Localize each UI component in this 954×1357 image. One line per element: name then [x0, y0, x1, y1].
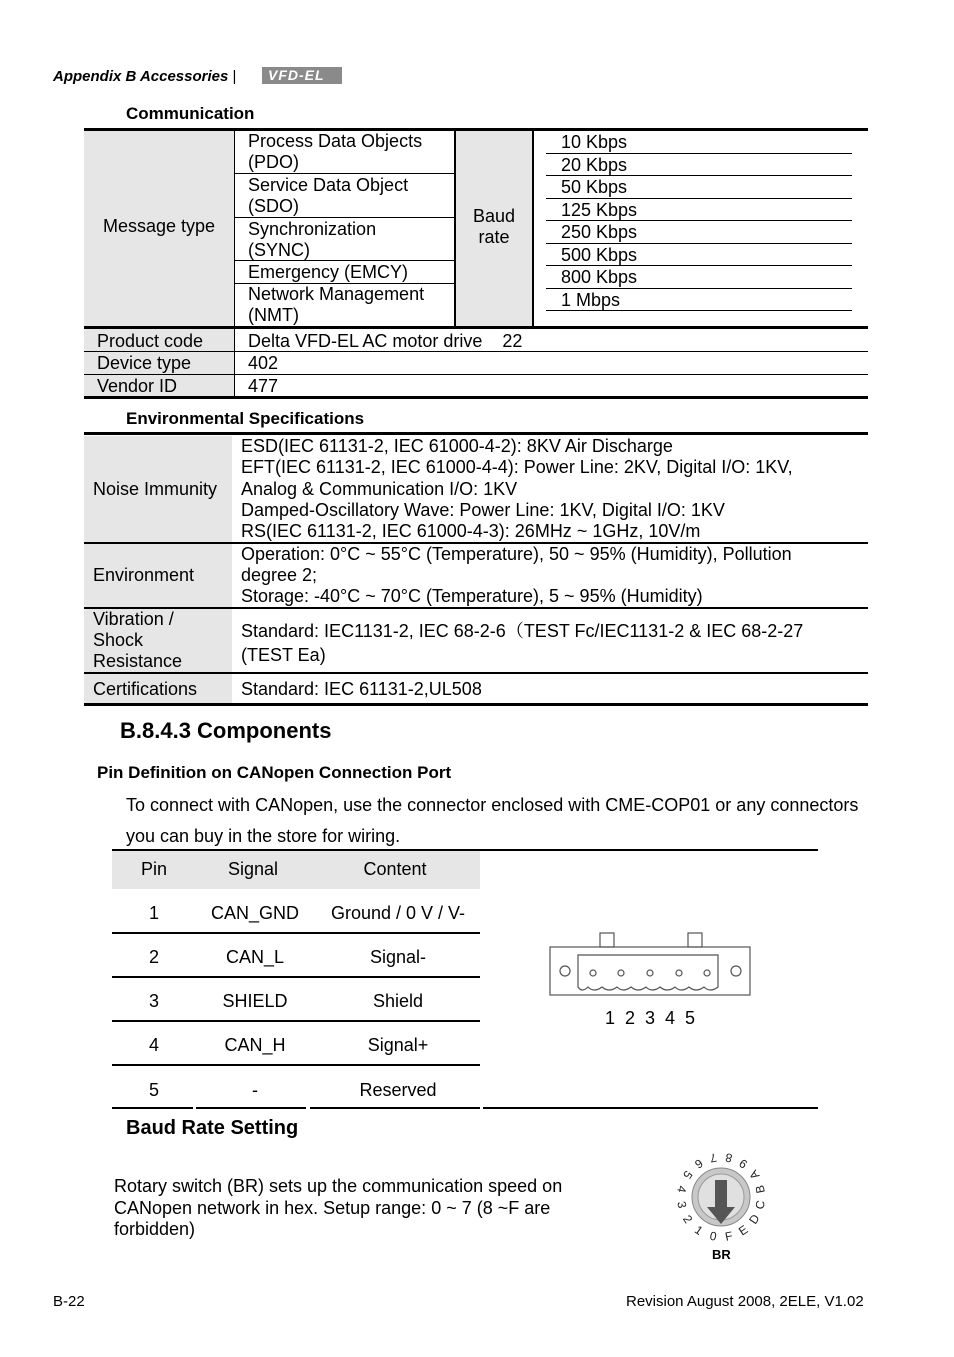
- dial-character: 3: [674, 1200, 690, 1210]
- dial-character: 0: [708, 1228, 718, 1244]
- content-header: Content: [363, 859, 427, 879]
- vendor-id-value: 477: [248, 376, 279, 396]
- product-code-label: Product code: [97, 331, 204, 351]
- intro-line-2: you can buy in the store for wiring.: [126, 826, 401, 846]
- noise-immunity-label: Noise Immunity: [93, 479, 218, 499]
- content-cell: Signal-: [369, 947, 427, 967]
- header-separator: |: [232, 68, 237, 85]
- noise-immunity-value: ESD(IEC 61131-2, IEC 61000-4-2): 8KV Air Discharge EFT(IEC 61131-2, IEC 61000-4-4): Power Line: 2KV, Digital I/O: 1KV, Analog & Communication I/O: 1KV Damped-Oscillatory Wave: Power Line: 1KV, Digital I/O: 1KV RS(IEC 61131-2, IEC 61000-4-3): 26MHz ~ 1GHz, 10V/m: [241, 436, 793, 542]
- revision-text: Revision August 2008, 2ELE, V1.02: [626, 1293, 864, 1310]
- baud-rate-setting-text: Rotary switch (BR) sets up the communication speed on CANopen network in hex. Setup range: 0 ~ 7 (8 ~F are forbidden): [114, 1176, 563, 1239]
- appendix-label: Appendix B Accessories: [53, 68, 229, 85]
- baud-rate-item: 50 Kbps: [561, 177, 628, 197]
- baud-rate-item: 250 Kbps: [561, 222, 638, 242]
- message-type-sync: Synchronization (SYNC): [248, 219, 377, 260]
- environment-value: Operation: 0°C ~ 55°C (Temperature), 50 ~ 95% (Humidity), Pollution degree 2; Storage: -40°C ~ 70°C (Temperature), 5 ~ 95% (Humidity): [241, 544, 792, 606]
- baud-rate-label: Baud rate: [472, 206, 516, 247]
- signal-header: Signal: [227, 859, 279, 879]
- dial-character: B: [752, 1183, 768, 1195]
- pin-cell: 1: [148, 903, 159, 923]
- dial-character: E: [735, 1222, 751, 1239]
- dial-character: C: [752, 1199, 768, 1211]
- baud-rate-item: 20 Kbps: [561, 155, 628, 175]
- message-type-pdo: Process Data Objects (PDO): [248, 131, 423, 172]
- dial-character: 9: [736, 1156, 750, 1172]
- dial-character: 4: [674, 1184, 690, 1194]
- message-type-label: Message type: [102, 216, 216, 236]
- environmental-title: Environmental Specifications: [126, 409, 365, 428]
- baud-rate-item: 500 Kbps: [561, 245, 638, 265]
- dial-character: 8: [724, 1150, 734, 1166]
- signal-cell: SHIELD: [222, 991, 288, 1011]
- content-cell: Reserved: [359, 1080, 437, 1100]
- signal-cell: CAN_H: [224, 1035, 286, 1055]
- dial-character: A: [746, 1167, 763, 1183]
- product-code-value: Delta VFD-EL AC motor drive 22: [248, 331, 523, 351]
- vfd-el-logo: VFD-EL: [262, 67, 342, 84]
- pin-definition-heading: Pin Definition on CANopen Connection Port: [97, 763, 452, 782]
- connector-pin-numbers: 1 2 3 4 5: [605, 1008, 696, 1028]
- content-cell: Shield: [372, 991, 424, 1011]
- baud-rate-setting-heading: Baud Rate Setting: [126, 1117, 299, 1139]
- dial-character: 1: [692, 1222, 706, 1238]
- vibration-label: Vibration / Shock Resistance: [93, 609, 183, 671]
- dial-character: 5: [680, 1168, 696, 1182]
- message-type-nmt: Network Management (NMT): [248, 284, 425, 325]
- device-type-value: 402: [248, 353, 279, 373]
- dial-character: 6: [692, 1156, 706, 1172]
- dial-character: F: [723, 1228, 734, 1244]
- page-number: B-22: [53, 1293, 85, 1310]
- vendor-id-label: Vendor ID: [97, 376, 178, 396]
- dial-character: 2: [680, 1212, 696, 1226]
- pin-cell: 2: [148, 947, 159, 967]
- baud-rate-item: 1 Mbps: [561, 290, 621, 310]
- signal-cell: -: [252, 1080, 258, 1100]
- communication-title: Communication: [126, 104, 255, 123]
- components-heading: B.8.4.3 Components: [120, 718, 332, 743]
- signal-cell: CAN_L: [225, 947, 285, 967]
- connector-diagram: [548, 930, 754, 1000]
- device-type-label: Device type: [97, 353, 192, 373]
- environment-label: Environment: [93, 565, 195, 585]
- baud-rate-item: 800 Kbps: [561, 267, 638, 287]
- pin-cell: 5: [148, 1080, 159, 1100]
- baud-rate-item: 125 Kbps: [561, 200, 638, 220]
- pin-cell: 3: [148, 991, 159, 1011]
- message-type-emcy: Emergency (EMCY): [248, 262, 409, 282]
- message-type-sdo: Service Data Object (SDO): [248, 175, 409, 216]
- certifications-label: Certifications: [93, 679, 198, 699]
- intro-line-1: To connect with CANopen, use the connector enclosed with CME-COP01 or any connectors: [126, 795, 859, 815]
- certifications-value: Standard: IEC 61131-2,UL508: [241, 679, 482, 699]
- rotary-switch-label: BR: [712, 1247, 731, 1262]
- pin-cell: 4: [148, 1035, 159, 1055]
- content-cell: Signal+: [367, 1035, 429, 1055]
- vibration-value: Standard: IEC1131-2, IEC 68-2-6（TEST Fc/IEC1131-2 & IEC 68-2-27 (TEST Ea): [241, 621, 804, 665]
- content-cell: Ground / 0 V / V-: [330, 903, 466, 923]
- page-header-title: [53, 68, 236, 85]
- dial-character: 7: [708, 1150, 718, 1166]
- dial-character: D: [746, 1211, 763, 1227]
- pin-header: Pin: [140, 859, 167, 879]
- baud-rate-item: 10 Kbps: [561, 132, 628, 152]
- signal-cell: CAN_GND: [210, 903, 299, 923]
